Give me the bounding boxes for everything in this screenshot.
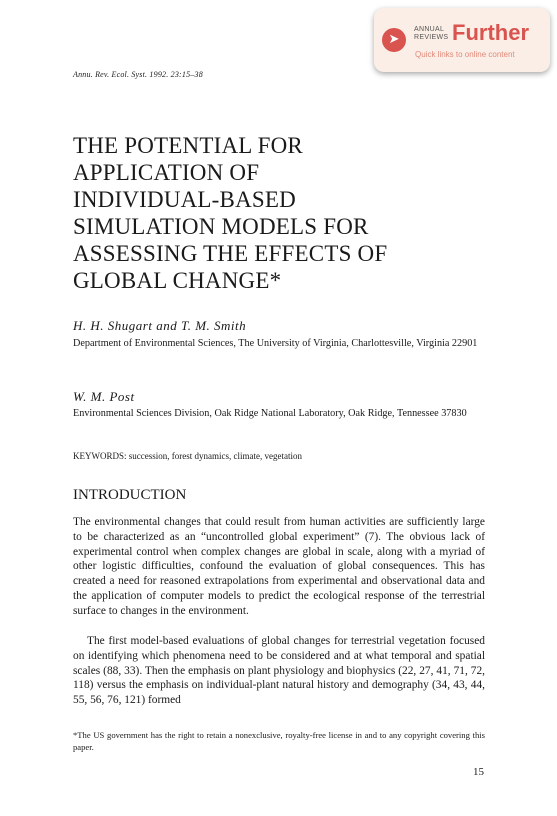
annual-reviews-logo <box>414 26 448 42</box>
section-heading: INTRODUCTION <box>73 487 187 503</box>
further-badge[interactable] <box>374 8 550 72</box>
journal-citation: Annu. Rev. Ecol. Syst. 1992. 23:15–38 <box>73 70 203 79</box>
article-title <box>73 132 493 294</box>
title-line: GLOBAL CHANGE* <box>73 268 282 293</box>
badge-subtitle: Quick links to online content <box>415 50 515 59</box>
page-number: 15 <box>473 766 484 778</box>
author-names-2: W. M. Post <box>73 389 135 404</box>
annual-label: ANNUAL <box>414 26 445 33</box>
body-paragraph-1: The environmental changes that could result from human activities are sufficiently large to be characterized as an “uncontrolled global experiment” (7). The obvious lack of experimental control when complex changes are global in scale, along with a myriad of other logistic difficulties, confound the evaluation of global consequences. This has created a need for reasoned extrapolations from experimental and observational data and the application of computer models to predict the ecological response of the terrestrial surface to changes in the environment. <box>73 516 485 617</box>
title-line: INDIVIDUAL-BASED <box>73 187 296 212</box>
title-line: SIMULATION MODELS FOR <box>73 214 369 239</box>
arrow-right-icon: ➤ <box>382 28 406 52</box>
title-line: THE POTENTIAL FOR <box>73 133 303 158</box>
title-line: ASSESSING THE EFFECTS OF <box>73 241 388 266</box>
title-line: APPLICATION OF <box>73 160 260 185</box>
body-paragraph-2: The first model-based evaluations of global changes for terrestrial vegetation focused on identifying which phenomena need to be considered and at what temporal and spatial scales (88, 33). Then the emphasis on plant physiology and biophysics (22, 27, 41, 71, 72, 118) versus the emphasis on individual-plant natural history and demography (34, 43, 44, 55, 56, 76, 121) formed <box>73 635 485 707</box>
author-names-1: H. H. Shugart and T. M. Smith <box>73 318 247 333</box>
reviews-label: REVIEWS <box>414 34 449 41</box>
keywords: KEYWORDS: succession, forest dynamics, climate, vegetation <box>73 451 302 461</box>
further-label: Further <box>452 20 529 45</box>
author-affiliation-1: Department of Environmental Sciences, The University of Virginia, Charlottesville, Virginia 22901 <box>73 338 478 349</box>
footnote: *The US government has the right to retain a nonexclusive, royalty-free license in and to any copyright covering this paper. <box>73 730 485 752</box>
author-affiliation-2: Environmental Sciences Division, Oak Ridge National Laboratory, Oak Ridge, Tennessee 37830 <box>73 408 467 419</box>
